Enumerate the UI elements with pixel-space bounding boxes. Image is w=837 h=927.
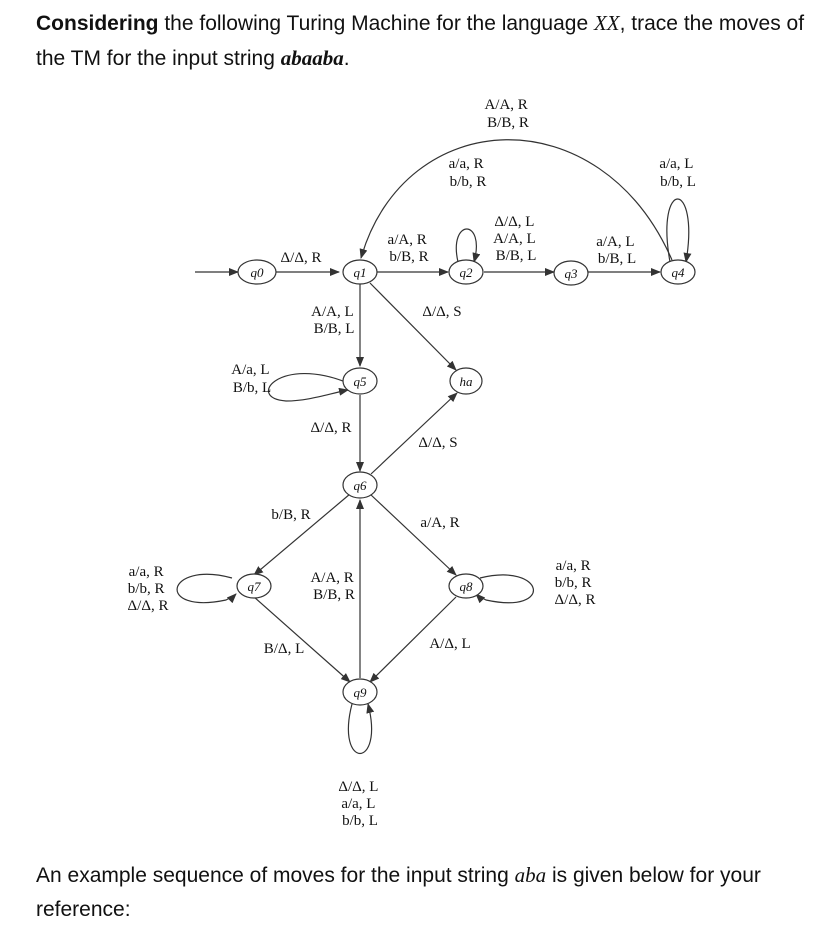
state-q0 (238, 260, 276, 284)
edge-q4-loop (667, 199, 689, 262)
state-label-q1: q1 (353, 265, 367, 280)
label-q6-ha: Δ/Δ, S (418, 435, 458, 451)
edge-q6-ha (371, 393, 457, 474)
label-q9-loop: Δ/Δ, L a/a, L b/b, L (338, 779, 378, 829)
edge-q2-loop (456, 229, 476, 262)
state-label-q6: q6 (353, 478, 367, 493)
state-label-q4: q4 (671, 265, 685, 280)
label-q1-ha: Δ/Δ, S (422, 304, 462, 320)
label-q2-loop: a/a, R b/b, R (448, 156, 487, 190)
edge-q1-ha (370, 283, 456, 370)
label-q0-q1: Δ/Δ, R (280, 250, 322, 266)
state-label-q3: q3 (564, 266, 578, 281)
label-q6-q7: b/B, R (271, 507, 311, 523)
edge-q7-q9 (254, 597, 350, 682)
state-label-q5: q5 (353, 374, 367, 389)
example-input-string: aba (514, 863, 547, 887)
edge-q6-q8 (370, 494, 456, 575)
label-q7-loop: a/a, R b/b, R Δ/Δ, R (127, 564, 169, 614)
state-q4 (661, 260, 695, 284)
state-label-ha: ha (459, 374, 473, 389)
state-q6 (343, 472, 377, 498)
label-q2-q3: Δ/Δ, L A/A, L B/B, L (493, 214, 537, 264)
language-name: XX (593, 11, 620, 35)
edge-q5-loop (268, 374, 348, 401)
edge-q8-loop (476, 575, 533, 603)
state-q8 (449, 574, 483, 598)
label-q6-q8: a/A, R (420, 515, 460, 531)
footer-part2: is given below for your reference: (36, 864, 761, 921)
label-q1-q5: A/A, L B/B, L (311, 304, 355, 337)
state-ha (450, 368, 482, 394)
state-q9 (343, 679, 377, 705)
label-q7-q9: B/Δ, L (263, 641, 305, 657)
state-label-q8: q8 (459, 579, 473, 594)
state-label-q9: q9 (353, 685, 367, 700)
state-label-q2: q2 (459, 265, 473, 280)
label-q5-q6: Δ/Δ, R (310, 420, 352, 436)
question-part2: , trace the moves of the TM for the input string (36, 12, 805, 70)
label-q9-q6: A/A, R B/B, R (310, 570, 355, 603)
label-q1-q2: a/A, R b/B, R (387, 232, 429, 265)
state-q1 (343, 260, 377, 284)
question-part1: the following Turing Machine for the language (158, 12, 594, 35)
edge-q7-loop (177, 574, 236, 602)
question-lead: Considering (36, 12, 159, 35)
label-q5-loop: A/a, L B/b, L (231, 362, 272, 396)
state-label-q0: q0 (250, 265, 264, 280)
label-q3-q4: a/A, L b/B, L (596, 234, 637, 267)
label-q4-loop: a/a, L b/b, L (659, 156, 696, 190)
edge-q9-loop (348, 704, 371, 754)
state-q2 (449, 260, 483, 284)
label-q8-q9: A/Δ, L (429, 636, 471, 652)
state-q3 (554, 261, 588, 285)
state-label-q7: q7 (247, 579, 261, 594)
label-q8-loop: a/a, R b/b, R Δ/Δ, R (554, 558, 596, 608)
footer-part1: An example sequence of moves for the input string (36, 864, 515, 887)
state-q5 (343, 368, 377, 394)
question-end: . (343, 47, 350, 70)
state-q7 (237, 574, 271, 598)
label-q4-q1: A/A, R B/B, R (484, 97, 529, 131)
input-string: abaaba (280, 46, 344, 70)
footer-text (36, 858, 806, 927)
